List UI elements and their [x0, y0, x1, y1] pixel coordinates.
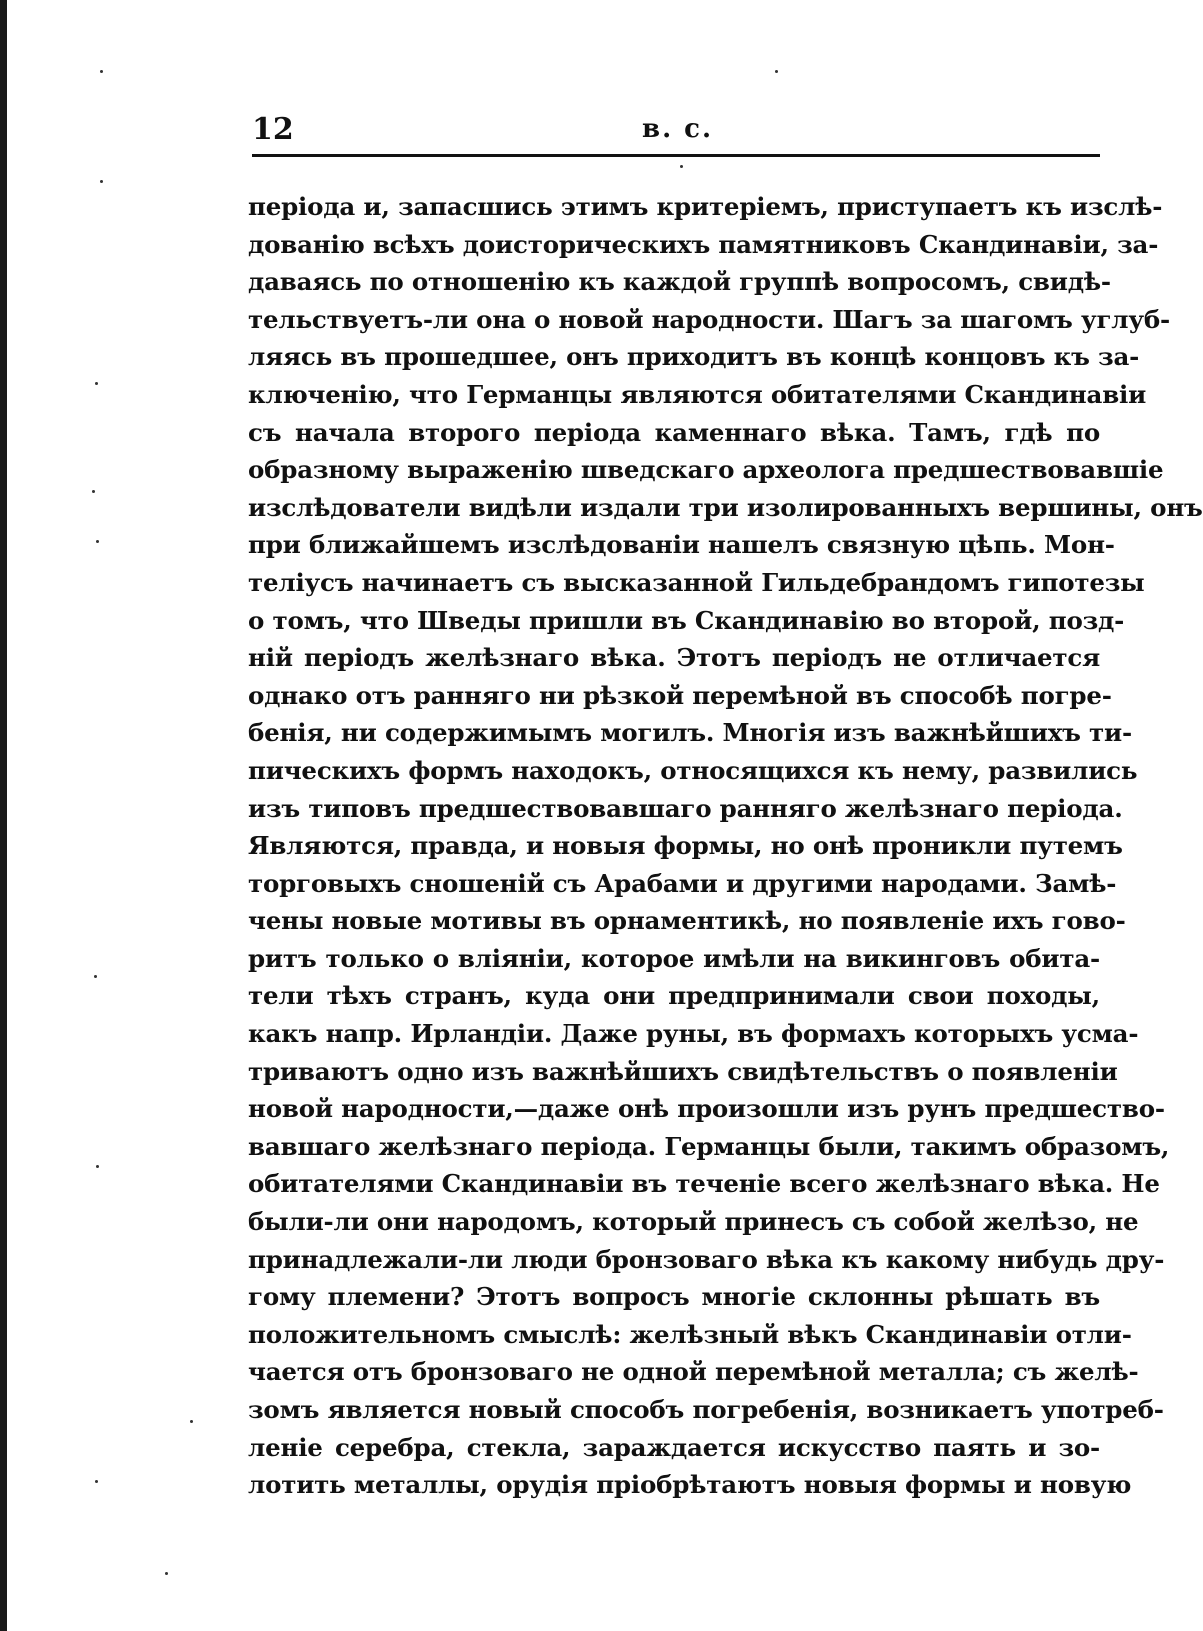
- text-line: ній періодъ желѣзнаго вѣка. Этотъ періодъ не отличается: [248, 643, 1100, 673]
- text-line: теліусъ начинаетъ съ высказанной Гильдебрандомъ гипотезы: [248, 567, 1145, 597]
- body-text: [248, 188, 1203, 1504]
- text-line: образному выраженію шведскаго археолога предшествовавшіе: [248, 455, 1164, 485]
- text-line: были-ли они народомъ, который принесъ съ собой желѣзо, не: [248, 1207, 1139, 1237]
- scan-speck: [92, 490, 95, 493]
- text-line: обитателями Скандинавіи въ теченіе всего желѣзнаго вѣка. Не: [248, 1169, 1160, 1199]
- scan-speck: [165, 1572, 168, 1575]
- scan-edge-shadow: [0, 0, 7, 1631]
- text-line: дованію всѣхъ доисторическихъ памятниковъ Скандинавіи, за-: [248, 229, 1159, 259]
- text-line: положительномъ смыслѣ: желѣзный вѣкъ Скандинавіи отли-: [248, 1319, 1132, 1349]
- text-line: чается отъ бронзоваго не одной перемѣной металла; съ желѣ-: [248, 1357, 1139, 1387]
- text-line: лотить металлы, орудія пріобрѣтаютъ новыя формы и новую: [248, 1470, 1132, 1500]
- text-line: леніе серебра, стекла, зараждается искусство паять и зо-: [248, 1432, 1100, 1462]
- text-line: о томъ, что Шведы пришли въ Скандинавію во второй, позд-: [248, 605, 1125, 635]
- text-line: ритъ только о вліяніи, которое имѣли на викинговъ обита-: [248, 943, 1100, 973]
- text-line: съ начала второго періода каменнаго вѣка. Тамъ, гдѣ по: [248, 417, 1100, 447]
- text-line: тели тѣхъ странъ, куда они предпринимали свои походы,: [248, 981, 1100, 1011]
- text-line: изслѣдователи видѣли издали три изолированныхъ вершины, онъ: [248, 492, 1203, 522]
- text-line: триваютъ одно изъ важнѣйшихъ свидѣтельствъ о появленіи: [248, 1056, 1118, 1086]
- scan-speck: [95, 382, 98, 385]
- scan-speck: [775, 70, 778, 73]
- scan-speck: [100, 180, 103, 183]
- text-line: пическихъ формъ находокъ, относящихся къ нему, развились: [248, 755, 1138, 785]
- text-line: торговыхъ сношеній съ Арабами и другими народами. Замѣ-: [248, 868, 1117, 898]
- text-line: тельствуетъ-ли она о новой народности. Шагъ за шагомъ углуб-: [248, 304, 1170, 334]
- text-line: чены новые мотивы въ орнаментикѣ, но появленіе ихъ гово-: [248, 906, 1126, 936]
- text-line: ляясь въ прошедшее, онъ приходитъ въ концѣ концовъ къ за-: [248, 342, 1140, 372]
- page-number: 12: [252, 112, 294, 147]
- scan-speck: [190, 1420, 193, 1423]
- scan-speck: [94, 975, 97, 978]
- text-line: новой народности,—даже онѣ произошли изъ рунъ предшество-: [248, 1094, 1165, 1124]
- scan-speck: [95, 1480, 98, 1483]
- text-line: Являются, правда, и новыя формы, но онѣ проникли путемъ: [248, 831, 1123, 861]
- text-line: однако отъ ранняго ни рѣзкой перемѣной въ способѣ погре-: [248, 680, 1112, 710]
- text-line: вавшаго желѣзнаго періода. Германцы были, такимъ образомъ,: [248, 1131, 1170, 1161]
- text-line: при ближайшемъ изслѣдованіи нашелъ связную цѣпь. Мон-: [248, 530, 1115, 560]
- scan-speck: [96, 540, 99, 543]
- text-line: періода и, запасшись этимъ критеріемъ, приступаетъ къ изслѣ-: [248, 192, 1163, 221]
- text-line: даваясь по отношенію къ каждой группѣ вопросомъ, свидѣ-: [248, 267, 1111, 297]
- scan-speck: [96, 1165, 99, 1168]
- text-line: ключенію, что Германцы являются обитателями Скандинавіи: [248, 379, 1147, 409]
- text-line: принадлежали-ли люди бронзоваго вѣка къ какому нибудь дру-: [248, 1244, 1165, 1274]
- scan-speck: [680, 165, 683, 168]
- running-head: в. с.: [642, 114, 714, 144]
- scan-speck: [100, 70, 103, 73]
- header-rule: [252, 154, 1100, 157]
- page-header: [252, 112, 1100, 152]
- text-line: изъ типовъ предшествовавшаго ранняго желѣзнаго періода.: [248, 793, 1123, 823]
- text-line: зомъ является новый способъ погребенія, возникаетъ употреб-: [248, 1395, 1164, 1424]
- text-line: гому племени? Этотъ вопросъ многіе склонны рѣшать въ: [248, 1282, 1100, 1312]
- text-line: бенія, ни содержимымъ могилъ. Многія изъ важнѣйшихъ ти-: [248, 718, 1132, 748]
- text-line: какъ напр. Ирландіи. Даже руны, въ формахъ которыхъ усма-: [248, 1019, 1139, 1049]
